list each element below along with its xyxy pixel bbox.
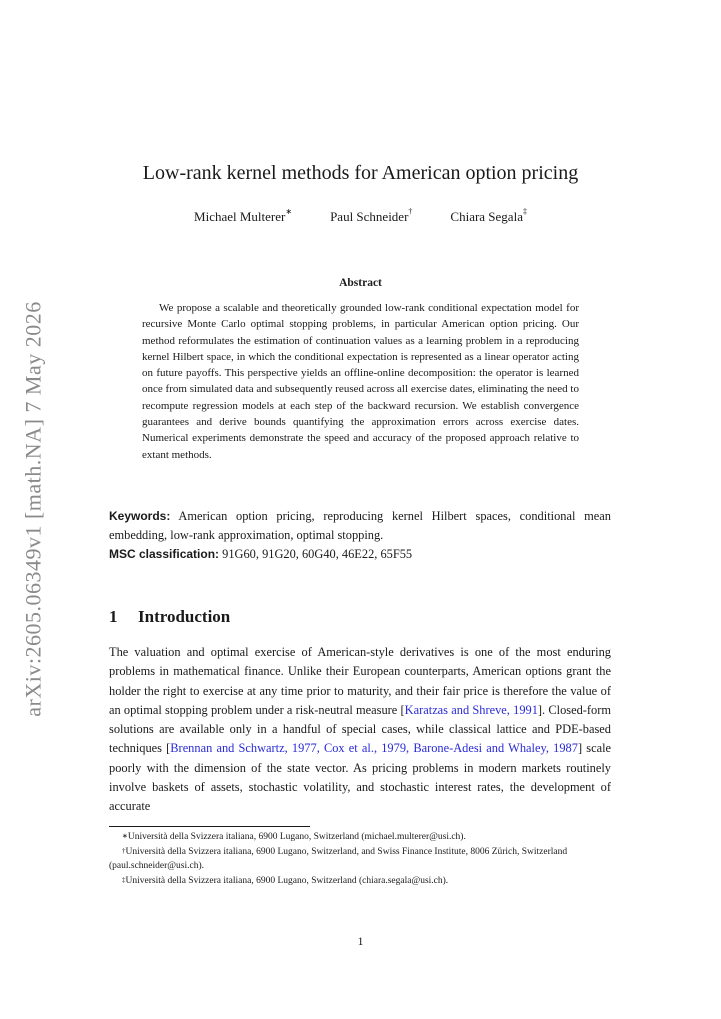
- footnote-text: Università della Svizzera italiana, 6900 Lugano, Switzerland (chiara.segala@usi.ch).: [125, 875, 449, 886]
- footnote-mark: †: [122, 846, 126, 855]
- msc-codes: 91G60, 91G20, 60G40, 46E22, 65F55: [222, 547, 413, 561]
- author-list: [0, 209, 721, 225]
- author-name: Michael Multerer∗: [194, 207, 293, 224]
- footnote: [109, 830, 611, 845]
- abstract-text: We propose a scalable and theoretically grounded low-rank conditional expectation model for recursive Monte Carlo optimal stopping problems, in particular American option pricing. Our method reformulates the estimation of continuation values as a learning problem in a reproducing kernel Hilbert space, in which the conditional expectation is represented as a linear operator acting on future payoffs. This perspective yields an offline-online decomposition: the operator is learned once from simulated data and subsequently reused across all exercise dates, eliminating the need to recompute regression models at each step of the backward recursion. We establish convergence guarantees and derive bounds quantifying the approximation errors across exercise dates. Numerical experiments demonstrate the speed and accuracy of the proposed approach relative to extant methods.: [142, 302, 579, 461]
- intro-text: The valuation and optimal exercise of American-style derivatives is one of the most enduring problems in mathematical finance. Unlike their European counterparts, American options grant the holder the right to exercise at any time prior to maturity, and their fair price is therefore the value of an optimal stopping problem under a risk-neutral measure [: [109, 645, 611, 717]
- intro-text: ] scale poorly with the dimension of the state vector. As pricing problems in modern markets routinely involve baskets of assets, stochastic volatility, and stochastic interest rates, the development of accurate: [109, 741, 612, 814]
- author-name: Chiara Segala‡: [450, 207, 527, 224]
- footnote-text: Università della Svizzera italiana, 6900 Lugano, Switzerland, and Swiss Finance Institute, 8006 Zürich, Switzerland (paul.schneider@usi.ch).: [109, 846, 568, 872]
- author-footnote-mark[interactable]: †: [408, 207, 413, 216]
- author-name: Paul Schneider†: [330, 207, 413, 224]
- citation-link[interactable]: Karatzas and Shreve, 1991: [404, 702, 538, 717]
- msc-classification-block: [109, 545, 611, 564]
- footnote-mark: ∗: [122, 832, 128, 840]
- citation-link[interactable]: Barone-Adesi and Whaley, 1987: [413, 741, 578, 756]
- citation-separator: ,: [316, 741, 324, 756]
- footnote-mark: ‡: [122, 875, 126, 884]
- intro-text: ]. Closed-form solutions are available only in a handful of special cases, while classical lattice and PDE-based techniques [: [109, 702, 611, 756]
- footnote: [109, 845, 611, 874]
- keywords-label: Keywords:: [109, 509, 171, 523]
- arxiv-stamp-text: arXiv:2605.06349v1 [math.NA] 7 May 2026: [21, 301, 47, 717]
- author-footnote-mark[interactable]: ∗: [285, 207, 293, 216]
- footnotes: [109, 830, 611, 888]
- keywords-block: [109, 507, 611, 545]
- page-number: 1: [357, 934, 364, 948]
- footnote: [109, 874, 611, 889]
- citation-link[interactable]: Brennan and Schwartz, 1977: [170, 741, 317, 756]
- section-title: Introduction: [138, 607, 231, 626]
- keywords-text: American option pricing, reproducing kernel Hilbert spaces, conditional mean embedding, low-rank approximation, optimal stopping.: [109, 509, 611, 542]
- abstract-heading: Abstract: [339, 277, 382, 289]
- citation-link[interactable]: Cox et al., 1979: [323, 741, 407, 756]
- paper-title: Low-rank kernel methods for American option pricing: [142, 162, 579, 184]
- footnote-divider: [109, 826, 310, 827]
- section-number: 1: [109, 607, 118, 626]
- footnote-text: Università della Svizzera italiana, 6900 Lugano, Switzerland (michael.multerer@usi.ch).: [127, 832, 466, 842]
- introduction-paragraph: [109, 643, 611, 817]
- citation-separator: ,: [406, 741, 414, 756]
- arxiv-identifier-stamp: [16, 286, 52, 732]
- section-heading-introduction: [109, 607, 230, 627]
- author-footnote-mark[interactable]: ‡: [522, 207, 527, 216]
- msc-label: MSC classification:: [109, 547, 220, 561]
